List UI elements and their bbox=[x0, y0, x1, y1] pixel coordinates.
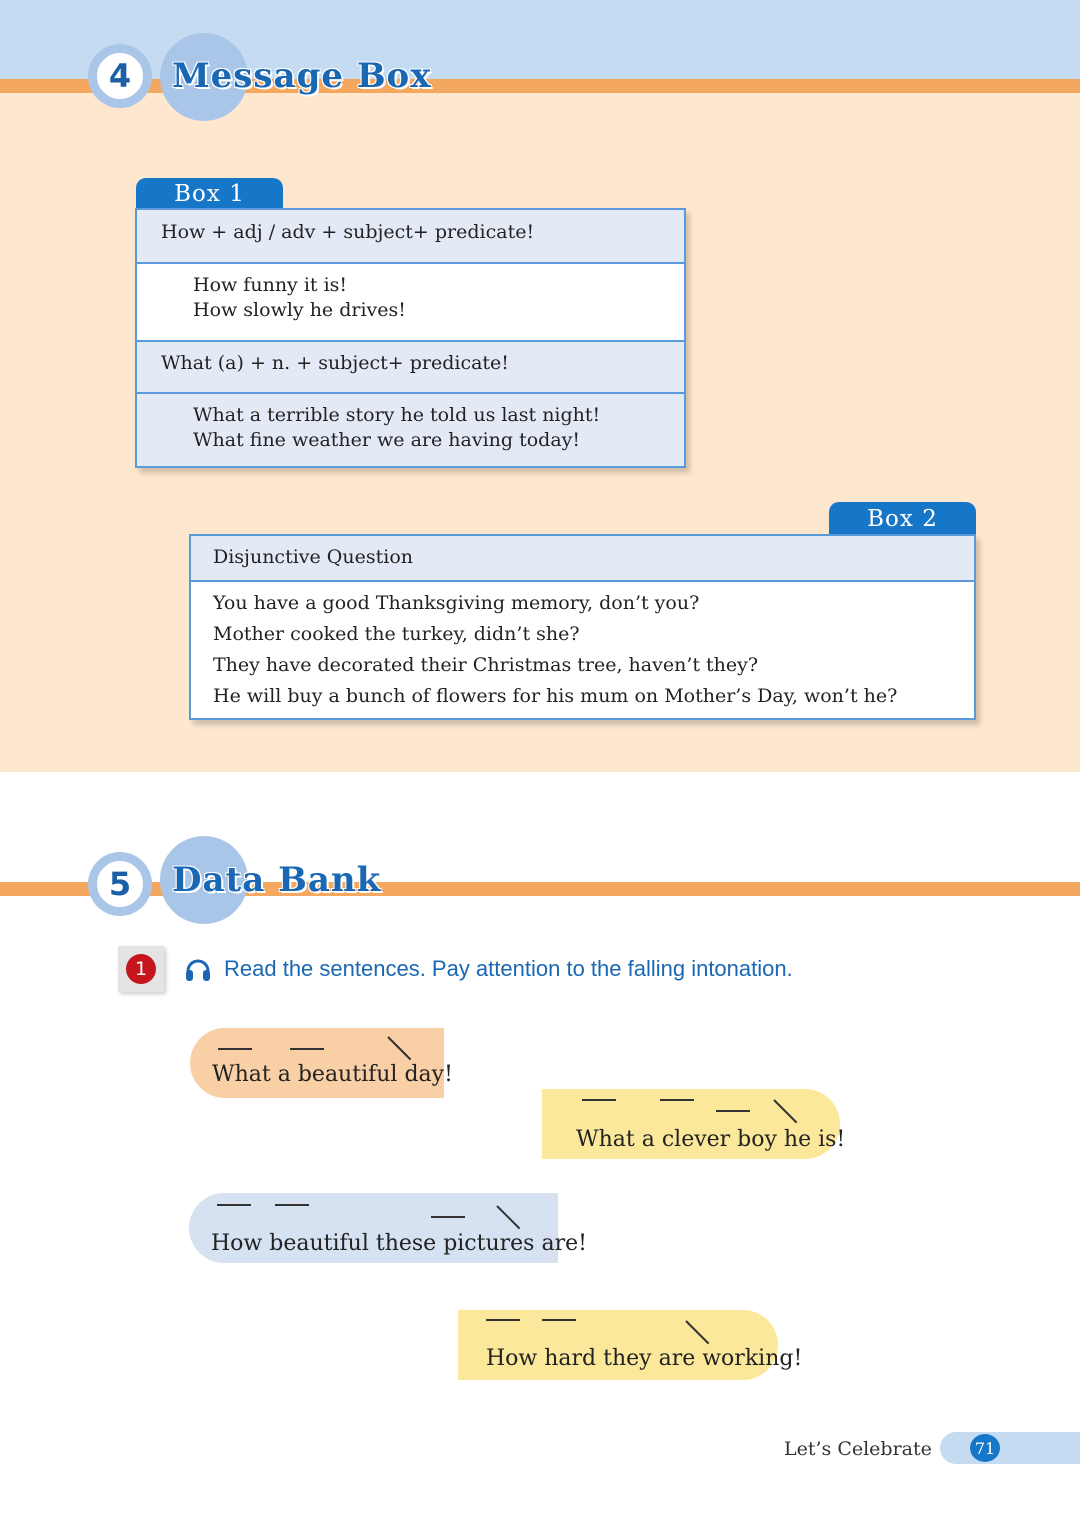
falling-tone-mark bbox=[773, 1099, 797, 1123]
box-2-example: They have decorated their Christmas tree, haven’t they? bbox=[213, 654, 759, 676]
falling-tone-mark bbox=[685, 1320, 709, 1344]
level-tone-mark bbox=[218, 1048, 252, 1050]
box-1 bbox=[135, 208, 686, 468]
section-4-title: Message Box bbox=[172, 56, 432, 96]
instruction-text: Read the sentences. Pay attention to the falling intonation. bbox=[224, 956, 793, 981]
box-1-rule-2-row bbox=[137, 340, 684, 392]
level-tone-mark bbox=[582, 1099, 616, 1101]
sentence-text: How hard they are working! bbox=[486, 1346, 803, 1371]
page-number: 71 bbox=[970, 1434, 1000, 1462]
sentence-bubble bbox=[458, 1310, 803, 1380]
box-1-example: What fine weather we are having today! bbox=[193, 429, 581, 451]
sentence-bubble bbox=[189, 1193, 587, 1263]
box-1-example: How funny it is! bbox=[193, 274, 348, 296]
box-1-rule-1: How + adj / adv + subject+ predicate! bbox=[161, 221, 535, 243]
footer-unit-label: Let’s Celebrate bbox=[784, 1438, 932, 1460]
step-badge bbox=[118, 946, 164, 992]
step-number: 1 bbox=[126, 954, 156, 984]
level-tone-mark bbox=[290, 1048, 324, 1050]
box-2-example: He will buy a bunch of flowers for his mum on Mother’s Day, won’t he? bbox=[213, 685, 898, 707]
box-1-rule-2: What (a) + n. + subject+ predicate! bbox=[161, 352, 509, 374]
sentence-bubble bbox=[190, 1028, 453, 1098]
box-2-heading-row bbox=[191, 536, 974, 580]
headphones-icon[interactable] bbox=[184, 954, 212, 984]
box-1-rule-1-row bbox=[137, 210, 684, 262]
level-tone-mark bbox=[660, 1099, 694, 1101]
level-tone-mark bbox=[275, 1204, 309, 1206]
level-tone-mark bbox=[217, 1204, 251, 1206]
sentence-text: What a beautiful day! bbox=[212, 1062, 453, 1087]
section-5-title: Data Bank bbox=[172, 860, 382, 900]
falling-tone-mark bbox=[496, 1205, 520, 1229]
box-2-examples-row bbox=[191, 580, 974, 718]
box-1-tab: Box 1 bbox=[136, 178, 283, 210]
box-1-example: What a terrible story he told us last night! bbox=[193, 404, 601, 426]
box-2-tab: Box 2 bbox=[829, 502, 976, 536]
sentence-bubble bbox=[542, 1089, 846, 1159]
box-2 bbox=[189, 534, 976, 720]
box-2-example: Mother cooked the turkey, didn’t she? bbox=[213, 623, 580, 645]
section-4-number: 4 bbox=[92, 48, 148, 104]
sentence-text: How beautiful these pictures are! bbox=[211, 1231, 587, 1256]
footer-band bbox=[940, 1432, 1080, 1464]
box-2-heading: Disjunctive Question bbox=[213, 546, 413, 568]
sentence-text: What a clever boy he is! bbox=[576, 1127, 846, 1152]
box-2-example: You have a good Thanksgiving memory, don’t you? bbox=[213, 592, 700, 614]
box-1-example: How slowly he drives! bbox=[193, 299, 406, 321]
level-tone-mark bbox=[486, 1319, 520, 1321]
level-tone-mark bbox=[431, 1216, 465, 1218]
level-tone-mark bbox=[542, 1319, 576, 1321]
box-1-examples-2-row bbox=[137, 392, 684, 466]
level-tone-mark bbox=[716, 1110, 750, 1112]
falling-tone-mark bbox=[387, 1036, 411, 1060]
box-1-examples-1-row bbox=[137, 262, 684, 340]
section-5-number: 5 bbox=[92, 856, 148, 912]
